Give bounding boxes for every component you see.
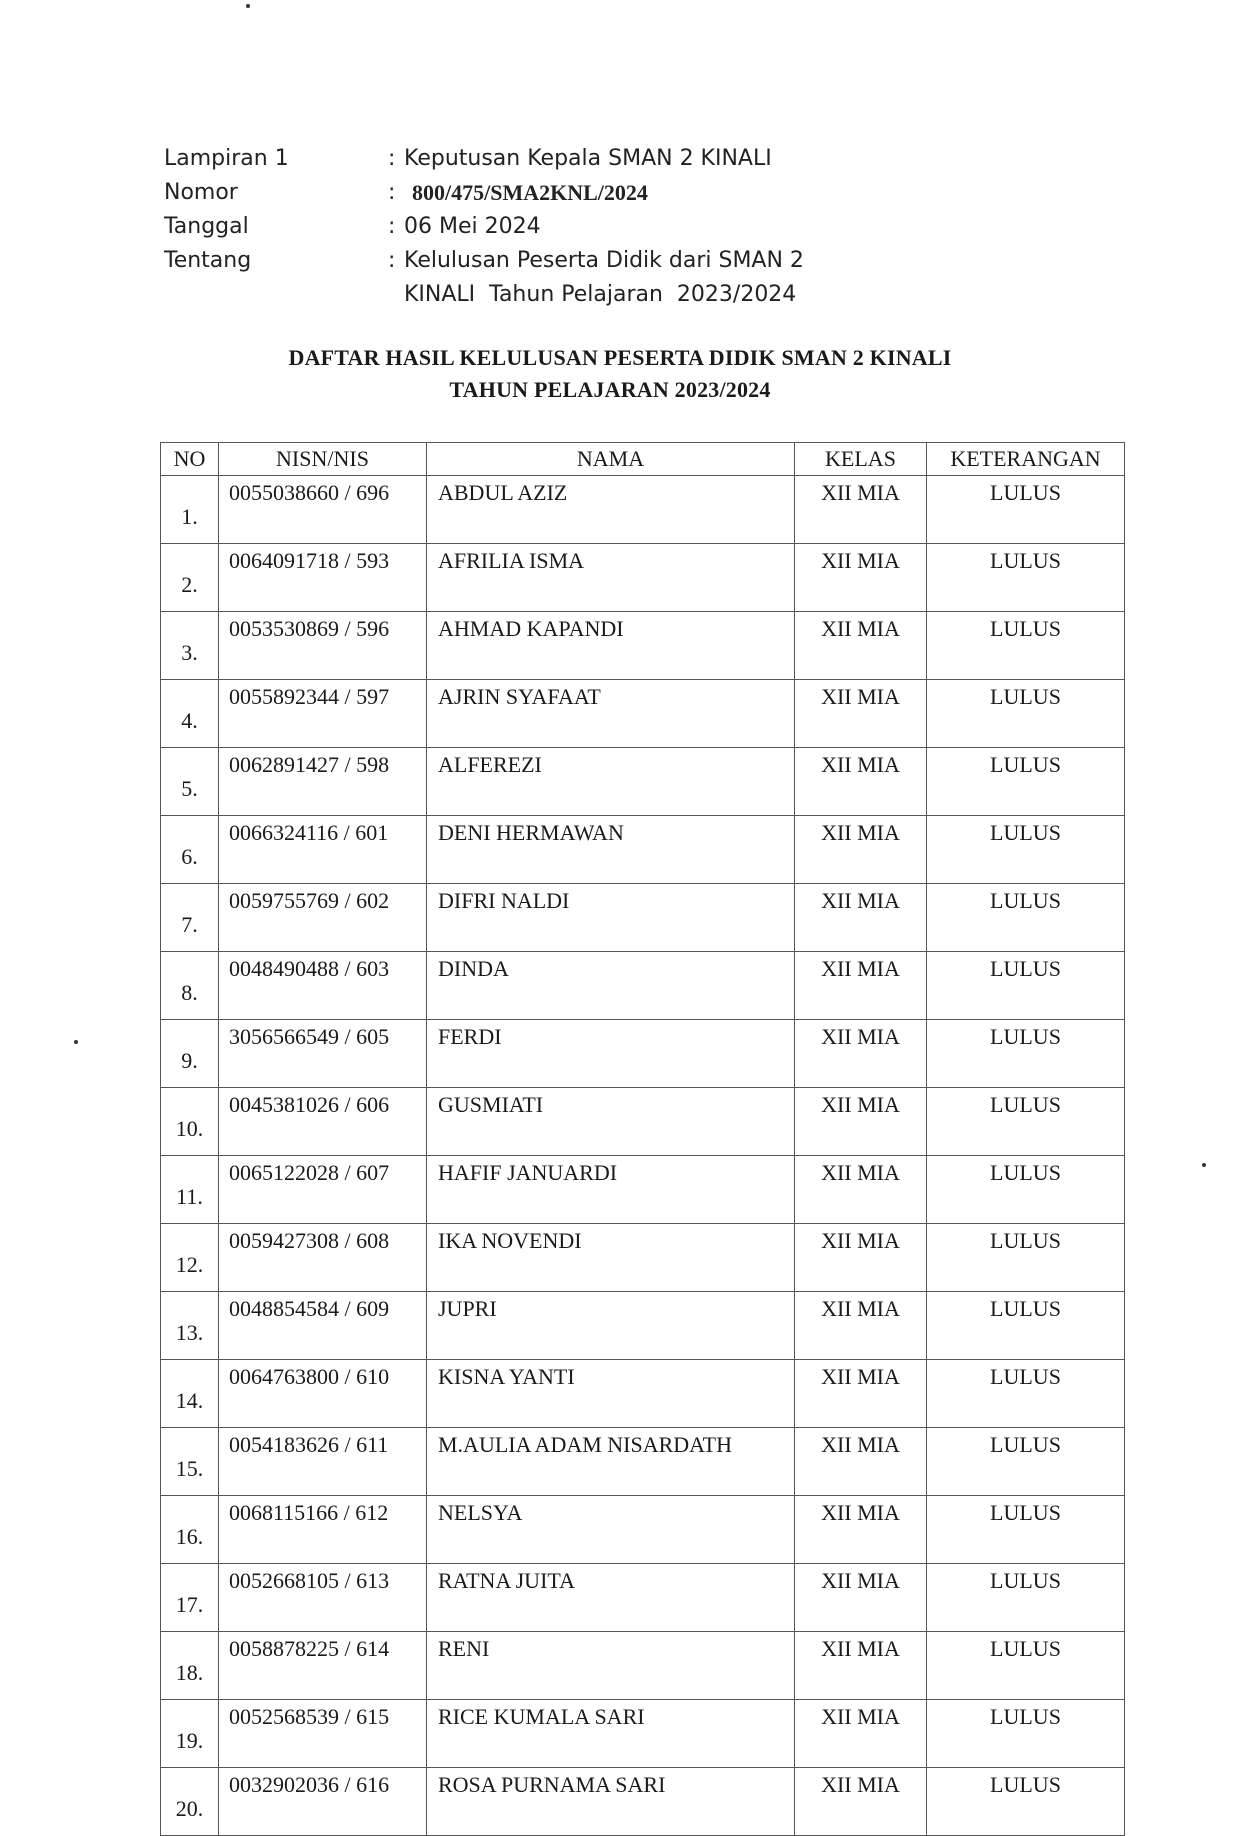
- cell-keterangan: LULUS: [927, 476, 1125, 544]
- cell-nisn: 0066324116 / 601: [219, 816, 427, 884]
- cell-nisn: 0052668105 / 613: [219, 1564, 427, 1632]
- meta-value-continuation: KINALI Tahun Pelajaran 2023/2024: [404, 282, 797, 307]
- cell-no: 8.: [161, 952, 219, 1020]
- table-row: [161, 1632, 1125, 1700]
- cell-no: 17.: [161, 1564, 219, 1632]
- cell-nisn: 0064763800 / 610: [219, 1360, 427, 1428]
- meta-label: Nomor: [164, 180, 238, 205]
- table-row: [161, 1564, 1125, 1632]
- table-row: [161, 612, 1125, 680]
- table-row: [161, 1088, 1125, 1156]
- cell-nisn: 0055038660 / 696: [219, 476, 427, 544]
- cell-nisn: 0054183626 / 611: [219, 1428, 427, 1496]
- meta-separator: :: [388, 146, 396, 171]
- cell-nisn: 0065122028 / 607: [219, 1156, 427, 1224]
- meta-label: Lampiran 1: [164, 146, 289, 171]
- table-header-row: [161, 443, 1125, 476]
- cell-kelas: XII MIA: [795, 1700, 927, 1768]
- cell-no: 2.: [161, 544, 219, 612]
- meta-value-number: 800/475/SMA2KNL/2024: [412, 180, 648, 205]
- cell-kelas: XII MIA: [795, 1292, 927, 1360]
- cell-keterangan: LULUS: [927, 680, 1125, 748]
- cell-nama: NELSYA: [427, 1496, 795, 1564]
- table-row: [161, 1428, 1125, 1496]
- cell-kelas: XII MIA: [795, 1088, 927, 1156]
- cell-nama: HAFIF JANUARDI: [427, 1156, 795, 1224]
- cell-kelas: XII MIA: [795, 884, 927, 952]
- cell-kelas: XII MIA: [795, 680, 927, 748]
- cell-nama: DIFRI NALDI: [427, 884, 795, 952]
- cell-keterangan: LULUS: [927, 1088, 1125, 1156]
- cell-nisn: 0045381026 / 606: [219, 1088, 427, 1156]
- header-nisn: NISN/NIS: [219, 443, 427, 476]
- cell-no: 5.: [161, 748, 219, 816]
- table-row: [161, 680, 1125, 748]
- cell-no: 6.: [161, 816, 219, 884]
- cell-nisn: 0032902036 / 616: [219, 1768, 427, 1836]
- table-body: [161, 476, 1125, 1836]
- cell-keterangan: LULUS: [927, 1700, 1125, 1768]
- cell-no: 20.: [161, 1768, 219, 1836]
- cell-nama: ALFEREZI: [427, 748, 795, 816]
- document-subtitle: TAHUN PELAJARAN 2023/2024: [449, 377, 771, 402]
- table-row: [161, 1700, 1125, 1768]
- meta-separator: :: [388, 214, 396, 239]
- meta-value: 06 Mei 2024: [404, 214, 541, 239]
- cell-kelas: XII MIA: [795, 1360, 927, 1428]
- table-row: [161, 544, 1125, 612]
- document-title: DAFTAR HASIL KELULUSAN PESERTA DIDIK SMAN 2 KINALI: [288, 345, 952, 370]
- cell-no: 3.: [161, 612, 219, 680]
- cell-no: 18.: [161, 1632, 219, 1700]
- cell-no: 4.: [161, 680, 219, 748]
- cell-nama: RATNA JUITA: [427, 1564, 795, 1632]
- cell-nama: RENI: [427, 1632, 795, 1700]
- cell-keterangan: LULUS: [927, 1496, 1125, 1564]
- meta-separator: :: [388, 180, 396, 205]
- cell-keterangan: LULUS: [927, 1632, 1125, 1700]
- table-row: [161, 1496, 1125, 1564]
- cell-nisn: 0059427308 / 608: [219, 1224, 427, 1292]
- cell-no: 7.: [161, 884, 219, 952]
- meta-separator: :: [388, 248, 396, 273]
- cell-keterangan: LULUS: [927, 816, 1125, 884]
- cell-keterangan: LULUS: [927, 884, 1125, 952]
- table-row: [161, 1020, 1125, 1088]
- cell-nisn: 0064091718 / 593: [219, 544, 427, 612]
- cell-kelas: XII MIA: [795, 612, 927, 680]
- cell-keterangan: LULUS: [927, 1360, 1125, 1428]
- cell-kelas: XII MIA: [795, 476, 927, 544]
- cell-no: 10.: [161, 1088, 219, 1156]
- cell-no: 16.: [161, 1496, 219, 1564]
- cell-nama: ROSA PURNAMA SARI: [427, 1768, 795, 1836]
- cell-nisn: 0053530869 / 596: [219, 612, 427, 680]
- cell-keterangan: LULUS: [927, 1292, 1125, 1360]
- cell-nama: IKA NOVENDI: [427, 1224, 795, 1292]
- cell-nama: AHMAD KAPANDI: [427, 612, 795, 680]
- meta-value: Keputusan Kepala SMAN 2 KINALI: [404, 146, 772, 171]
- header-nama: NAMA: [427, 443, 795, 476]
- cell-keterangan: LULUS: [927, 1564, 1125, 1632]
- cell-nama: DENI HERMAWAN: [427, 816, 795, 884]
- table-row: [161, 1292, 1125, 1360]
- table-row: [161, 884, 1125, 952]
- cell-nisn: 0048854584 / 609: [219, 1292, 427, 1360]
- table-row: [161, 1224, 1125, 1292]
- cell-no: 14.: [161, 1360, 219, 1428]
- cell-no: 9.: [161, 1020, 219, 1088]
- cell-nama: AJRIN SYAFAAT: [427, 680, 795, 748]
- cell-keterangan: LULUS: [927, 748, 1125, 816]
- table-row: [161, 816, 1125, 884]
- cell-nama: JUPRI: [427, 1292, 795, 1360]
- cell-kelas: XII MIA: [795, 1496, 927, 1564]
- cell-kelas: XII MIA: [795, 952, 927, 1020]
- cell-nama: AFRILIA ISMA: [427, 544, 795, 612]
- cell-nama: RICE KUMALA SARI: [427, 1700, 795, 1768]
- table-row: [161, 1768, 1125, 1836]
- cell-kelas: XII MIA: [795, 748, 927, 816]
- cell-nisn: 0062891427 / 598: [219, 748, 427, 816]
- cell-nisn: 0048490488 / 603: [219, 952, 427, 1020]
- cell-kelas: XII MIA: [795, 1632, 927, 1700]
- cell-nisn: 3056566549 / 605: [219, 1020, 427, 1088]
- scan-speck: [1202, 1163, 1206, 1167]
- cell-keterangan: LULUS: [927, 544, 1125, 612]
- table-row: [161, 476, 1125, 544]
- cell-keterangan: LULUS: [927, 1224, 1125, 1292]
- meta-value: Kelulusan Peserta Didik dari SMAN 2: [404, 248, 804, 273]
- scan-speck: [74, 1040, 78, 1044]
- cell-no: 19.: [161, 1700, 219, 1768]
- table-row: [161, 1360, 1125, 1428]
- cell-no: 12.: [161, 1224, 219, 1292]
- cell-nisn: 0059755769 / 602: [219, 884, 427, 952]
- cell-nisn: 0068115166 / 612: [219, 1496, 427, 1564]
- cell-kelas: XII MIA: [795, 816, 927, 884]
- cell-kelas: XII MIA: [795, 1428, 927, 1496]
- cell-kelas: XII MIA: [795, 1768, 927, 1836]
- cell-nisn: 0055892344 / 597: [219, 680, 427, 748]
- cell-kelas: XII MIA: [795, 1020, 927, 1088]
- header-kelas: KELAS: [795, 443, 927, 476]
- cell-kelas: XII MIA: [795, 1156, 927, 1224]
- cell-nama: ABDUL AZIZ: [427, 476, 795, 544]
- cell-kelas: XII MIA: [795, 1564, 927, 1632]
- cell-keterangan: LULUS: [927, 952, 1125, 1020]
- cell-nama: M.AULIA ADAM NISARDATH: [427, 1428, 795, 1496]
- graduation-table: [160, 442, 1125, 1836]
- cell-no: 15.: [161, 1428, 219, 1496]
- cell-nisn: 0058878225 / 614: [219, 1632, 427, 1700]
- table-row: [161, 952, 1125, 1020]
- cell-nama: KISNA YANTI: [427, 1360, 795, 1428]
- header-no: NO: [161, 443, 219, 476]
- meta-label: Tentang: [164, 248, 252, 273]
- meta-label: Tanggal: [164, 214, 249, 239]
- header-keterangan: KETERANGAN: [927, 443, 1125, 476]
- cell-nisn: 0052568539 / 615: [219, 1700, 427, 1768]
- scan-speck: [246, 4, 250, 8]
- cell-nama: GUSMIATI: [427, 1088, 795, 1156]
- cell-no: 13.: [161, 1292, 219, 1360]
- cell-no: 11.: [161, 1156, 219, 1224]
- cell-keterangan: LULUS: [927, 1156, 1125, 1224]
- cell-keterangan: LULUS: [927, 1428, 1125, 1496]
- cell-no: 1.: [161, 476, 219, 544]
- table-row: [161, 748, 1125, 816]
- cell-kelas: XII MIA: [795, 1224, 927, 1292]
- cell-keterangan: LULUS: [927, 1768, 1125, 1836]
- cell-kelas: XII MIA: [795, 544, 927, 612]
- cell-nama: FERDI: [427, 1020, 795, 1088]
- cell-keterangan: LULUS: [927, 1020, 1125, 1088]
- cell-nama: DINDA: [427, 952, 795, 1020]
- cell-keterangan: LULUS: [927, 612, 1125, 680]
- table-row: [161, 1156, 1125, 1224]
